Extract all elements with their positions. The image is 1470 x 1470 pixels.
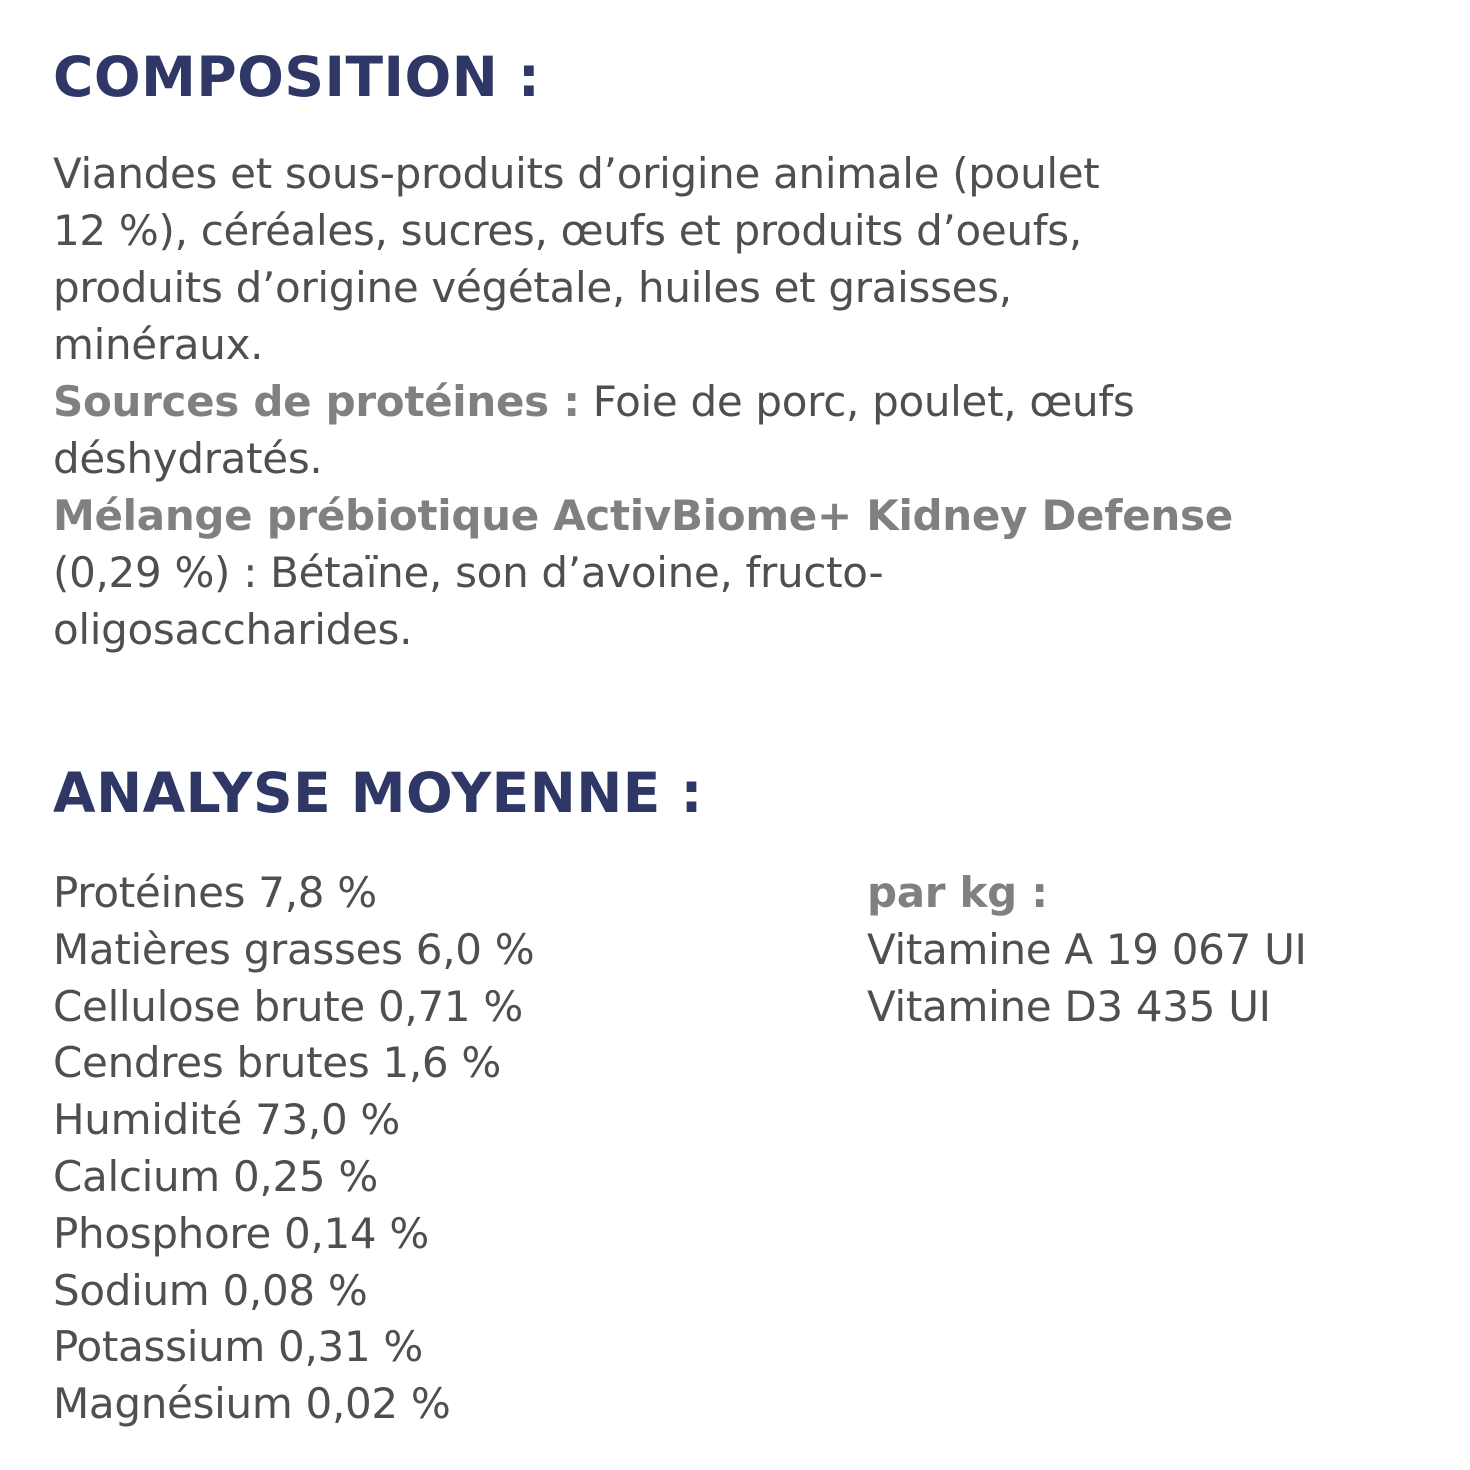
analysis-item-phosphore: Phosphore 0,14 % [53,1208,430,1258]
ingredients-line-4: minéraux. [53,320,264,369]
ingredients-line-2: 12 %), céréales, sucres, œufs et produits d’oeufs, [53,206,1082,255]
ingredients-line-1: Viandes et sous-produits d’origine animale (poulet [53,149,1100,198]
protein-sources-text: Foie de porc, poulet, œufs [592,377,1135,426]
per-kg-label: par kg : [867,868,1048,917]
analysis-item-magnesium: Magnésium 0,02 % [53,1379,451,1429]
analysis-list [53,865,534,1433]
analysis-item-proteines: Protéines 7,8 % [53,868,377,917]
analysis-item-humidite: Humidité 73,0 % [53,1095,401,1145]
ingredients-line-3: produits d’origine végétale, huiles et graisses, [53,263,1012,312]
prebiotic-label: Mélange prébiotique ActivBiome+ Kidney Defense [53,491,1233,540]
prebiotic-line-2: oligosaccharides. [53,605,413,654]
analysis-item-cellulose-brute: Cellulose brute 0,71 % [53,981,523,1031]
composition-heading: COMPOSITION : [53,45,541,109]
per-kg-block [867,865,1307,1035]
vitamin-d3-item: Vitamine D3 435 UI [867,981,1271,1031]
analysis-item-potassium: Potassium 0,31 % [53,1322,424,1372]
protein-sources-label: Sources de protéines : [53,377,580,426]
analysis-item-sodium: Sodium 0,08 % [53,1265,368,1315]
prebiotic-line-1: (0,29 %) : Bétaïne, son d’avoine, fructo- [53,548,884,597]
analysis-item-matieres-grasses: Matières grasses 6,0 % [53,924,535,974]
analysis-heading: ANALYSE MOYENNE : [53,761,703,825]
vitamin-a-item: Vitamine A 19 067 UI [867,924,1307,974]
protein-sources-line-2: déshydratés. [53,434,323,483]
protein-sources-line-1 [53,374,1134,431]
analysis-item-calcium: Calcium 0,25 % [53,1151,378,1201]
analysis-item-cendres-brutes: Cendres brutes 1,6 % [53,1038,502,1088]
